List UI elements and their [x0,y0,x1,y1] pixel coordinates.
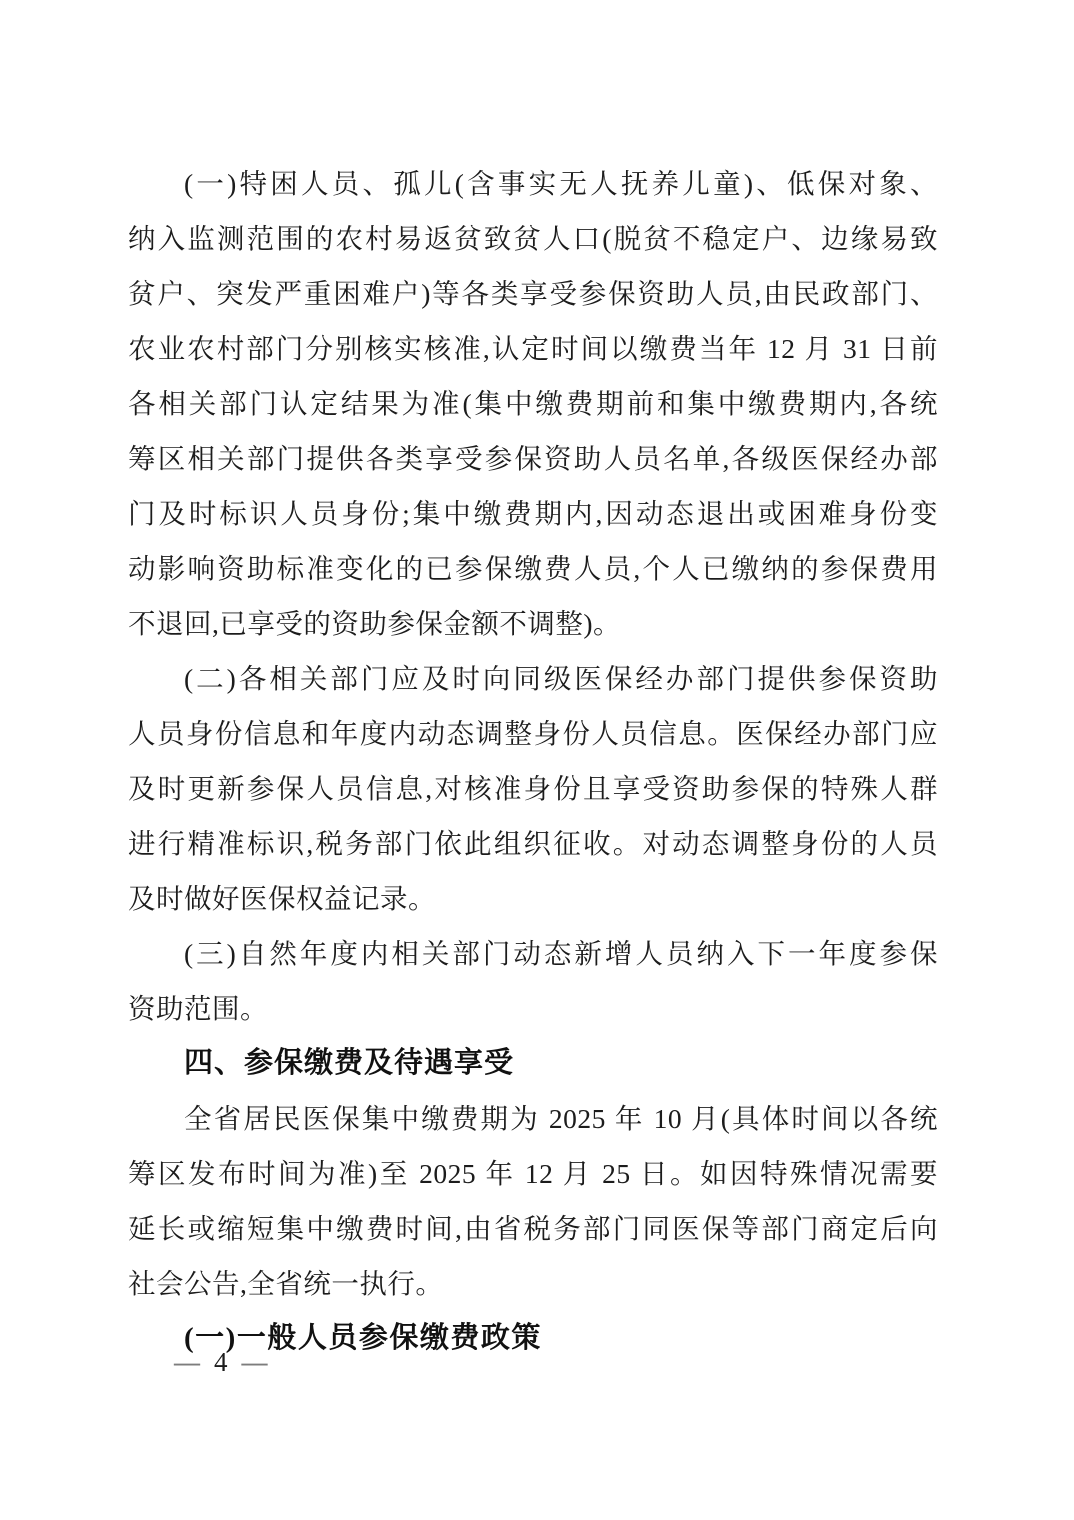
text-line: 不退回,已享受的资助参保金额不调整)。 [128,608,622,639]
text-line: 资助范围。 [128,993,268,1024]
text-line: 全省居民医保集中缴费期为 2025 年 10 月(具体时间以各统 [184,1103,938,1134]
text-line: (一)一般人员参保缴费政策 [184,1322,542,1354]
text-line: (三)自然年度内相关部门动态新增人员纳入下一年度参保 [184,938,938,969]
paragraph [128,156,938,651]
text-line: 筹区相关部门提供各类享受参保资助人员名单,各级医保经办部 [128,443,938,474]
text-line: 贫户、突发严重困难户)等各类享受参保资助人员,由民政部门、 [128,278,938,309]
text-line: 各相关部门认定结果为准(集中缴费期前和集中缴费期内,各统 [128,388,938,419]
document-body [128,156,938,1366]
paragraph [128,926,938,1036]
text-line: 农业农村部门分别核实核准,认定时间以缴费当年 12 月 31 日前 [128,333,938,364]
paragraph [128,651,938,926]
page-number: 4 [214,1347,228,1377]
section-heading [128,1036,938,1091]
text-line: 社会公告,全省统一执行。 [128,1268,444,1299]
text-line: 及时更新参保人员信息,对核准身份且享受资助参保的特殊人群 [128,773,938,804]
page-footer [174,1342,268,1383]
text-line: 门及时标识人员身份;集中缴费期内,因动态退出或困难身份变 [128,498,938,529]
text-line: 人员身份信息和年度内动态调整身份人员信息。医保经办部门应 [128,718,938,749]
text-line: 及时做好医保权益记录。 [128,883,436,914]
text-line: 动影响资助标准变化的已参保缴费人员,个人已缴纳的参保费用 [128,553,938,584]
text-line: 筹区发布时间为准)至 2025 年 12 月 25 日。如因特殊情况需要 [128,1158,938,1189]
text-line: (二)各相关部门应及时向同级医保经办部门提供参保资助 [184,663,938,694]
text-line: 延长或缩短集中缴费时间,由省税务部门同医保等部门商定后向 [128,1213,938,1244]
text-line: (一)特困人员、孤儿(含事实无人抚养儿童)、低保对象、 [184,168,938,199]
footer-dash-right: — [241,1348,268,1377]
text-line: 四、参保缴费及待遇享受 [184,1047,515,1079]
text-line: 进行精准标识,税务部门依此组织征收。对动态调整身份的人员 [128,828,938,859]
text-line: 纳入监测范围的农村易返贫致贫人口(脱贫不稳定户、边缘易致 [128,223,938,254]
paragraph [128,1091,938,1311]
footer-dash-left: — [174,1348,200,1377]
